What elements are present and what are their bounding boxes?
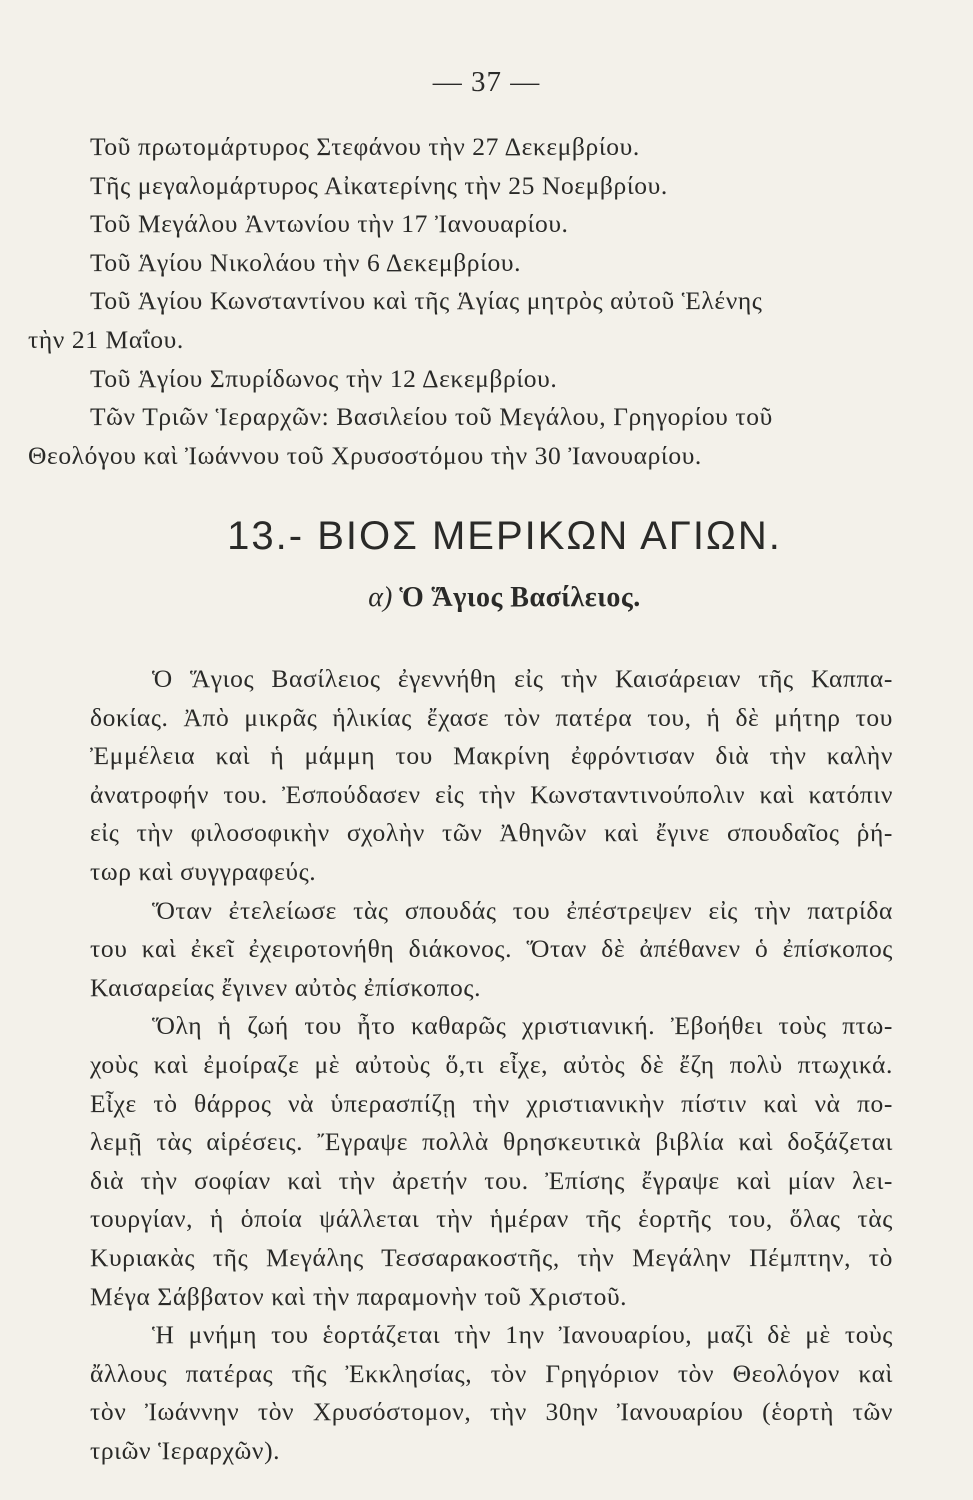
- text-line: ἀνατροφήν του. Ἐσπούδασεν εἰς τὴν Κωνσταντινούπολιν καὶ κατόπιν: [90, 779, 893, 809]
- text-line: Μέγα Σάββατον καὶ τὴν παραμονὴν τοῦ Χριστοῦ.: [90, 1281, 628, 1311]
- text-line: Ἡ μνήμη του ἑορτάζεται τὴν 1ην Ἰανουαρίου, μαζὶ δὲ μὲ τοὺς: [152, 1320, 893, 1350]
- biography-text: [28, 660, 893, 1470]
- text-line: Ὁ Ἅγιος Βασίλειος ἐγεννήθη εἰς τὴν Καισάρειαν τῆς Καππα-: [152, 664, 893, 693]
- feast-line: Τοῦ Ἁγίου Κωνσταντίνου καὶ τῆς Ἁγίας μητρὸς αὐτοῦ Ἑλένης: [90, 286, 763, 316]
- page-number: — 37 —: [432, 66, 541, 98]
- paragraph-ordination: [28, 892, 893, 1008]
- text-line: τριῶν Ἱεραρχῶν).: [90, 1435, 281, 1465]
- feast-line: Τῶν Τριῶν Ἱεραρχῶν: Βασιλείου τοῦ Μεγάλου, Γρηγορίου τοῦ: [90, 402, 773, 432]
- text-line: Καισαρείας ἔγινεν αὐτὸς ἐπίσκοπος.: [90, 972, 482, 1002]
- paragraph-life: [28, 1007, 893, 1316]
- text-line: του καὶ ἐκεῖ ἐχειροτονήθη διάκονος. Ὅταν δὲ ἀπέθανεν ὁ ἐπίσκοπος: [90, 934, 893, 964]
- section-heading: 13.- ΒΙΟΣ ΜΕΡΙΚΩΝ ΑΓΙΩΝ.: [227, 514, 782, 558]
- feast-line: Τοῦ πρωτομάρτυρος Στεφάνου τὴν 27 Δεκεμβρίου.: [90, 132, 640, 161]
- feast-line: Τοῦ Μεγάλου Ἀντωνίου τὴν 17 Ἰανουαρίου.: [90, 209, 569, 239]
- text-line: χοὺς καὶ ἐμοίραζε μὲ αὐτοὺς ὅ,τι εἶχε, αὐτὸς δὲ ἔζη πολὺ πτωχικά.: [90, 1049, 893, 1079]
- text-line: Κυριακὰς τῆς Μεγάλης Τεσσαρακοστῆς, τὴν Μεγάλην Πέμπτην, τὸ: [90, 1242, 893, 1272]
- text-line: εἰς τὴν φιλοσοφικὴν σχολὴν τῶν Ἀθηνῶν καὶ ἔγινε σπουδαῖος ῥή-: [90, 818, 893, 848]
- text-line: διὰ τὴν σοφίαν καὶ τὴν ἀρετήν του. Ἐπίσης ἔγραψε καὶ μίαν λει-: [90, 1165, 893, 1195]
- feast-line: Τοῦ Ἁγίου Σπυρίδωνος τὴν 12 Δεκεμβρίου.: [90, 363, 558, 393]
- paragraph-birth: [28, 660, 893, 892]
- text-line: λεμῇ τὰς αἱρέσεις. Ἔγραψε πολλὰ θρησκευτικὰ βιβλία καὶ δοξάζεται: [90, 1127, 893, 1157]
- feast-line: τὴν 21 Μαΐου.: [28, 324, 184, 354]
- text-line: τωρ καὶ συγγραφεύς.: [90, 856, 317, 886]
- subsection-label: α): [368, 582, 393, 613]
- feast-day-list: [28, 128, 893, 475]
- text-line: τουργίαν, ἡ ὁποία ψάλλεται τὴν ἡμέραν τῆς ἑορτῆς του, ὅλας τὰς: [90, 1204, 893, 1234]
- text-line: Ἐμμέλεια καὶ ἡ μάμμη του Μακρίνη ἐφρόντισαν διὰ τὴν καλὴν: [90, 741, 893, 771]
- text-line: τὸν Ἰωάννην τὸν Χρυσόστομον, τὴν 30ην Ἰανουαρίου (ἑορτὴ τῶν: [90, 1397, 893, 1427]
- feast-line: Τῆς μεγαλομάρτυρος Αἰκατερίνης τὴν 25 Νοεμβρίου.: [90, 170, 668, 200]
- paragraph-memory: [28, 1316, 893, 1470]
- subsection-heading: [0, 582, 973, 614]
- text-line: Ὅλη ἡ ζωή του ἦτο καθαρῶς χριστιανική. Ἐβοήθει τοὺς πτω-: [152, 1011, 893, 1041]
- feast-line: Θεολόγου καὶ Ἰωάννου τοῦ Χρυσοστόμου τὴν 30 Ἰανουαρίου.: [28, 440, 702, 470]
- text-line: δοκίας. Ἀπὸ μικρᾶς ἡλικίας ἔχασε τὸν πατέρα του, ἡ δὲ μήτηρ του: [90, 702, 893, 732]
- subsection-title: Ὁ Ἅγιος Βασίλειος.: [399, 582, 641, 613]
- feast-line: Τοῦ Ἁγίου Νικολάου τὴν 6 Δεκεμβρίου.: [90, 247, 522, 277]
- text-line: ἄλλους πατέρας τῆς Ἐκκλησίας, τὸν Γρηγόριον τὸν Θεολόγον καὶ: [90, 1358, 893, 1388]
- text-line: Ὅταν ἐτελείωσε τὰς σπουδάς του ἐπέστρεψεν εἰς τὴν πατρίδα: [152, 895, 893, 925]
- text-line: Εἶχε τὸ θάρρος νὰ ὑπερασπίζῃ τὴν χριστιανικὴν πίστιν καὶ νὰ πο-: [90, 1088, 893, 1118]
